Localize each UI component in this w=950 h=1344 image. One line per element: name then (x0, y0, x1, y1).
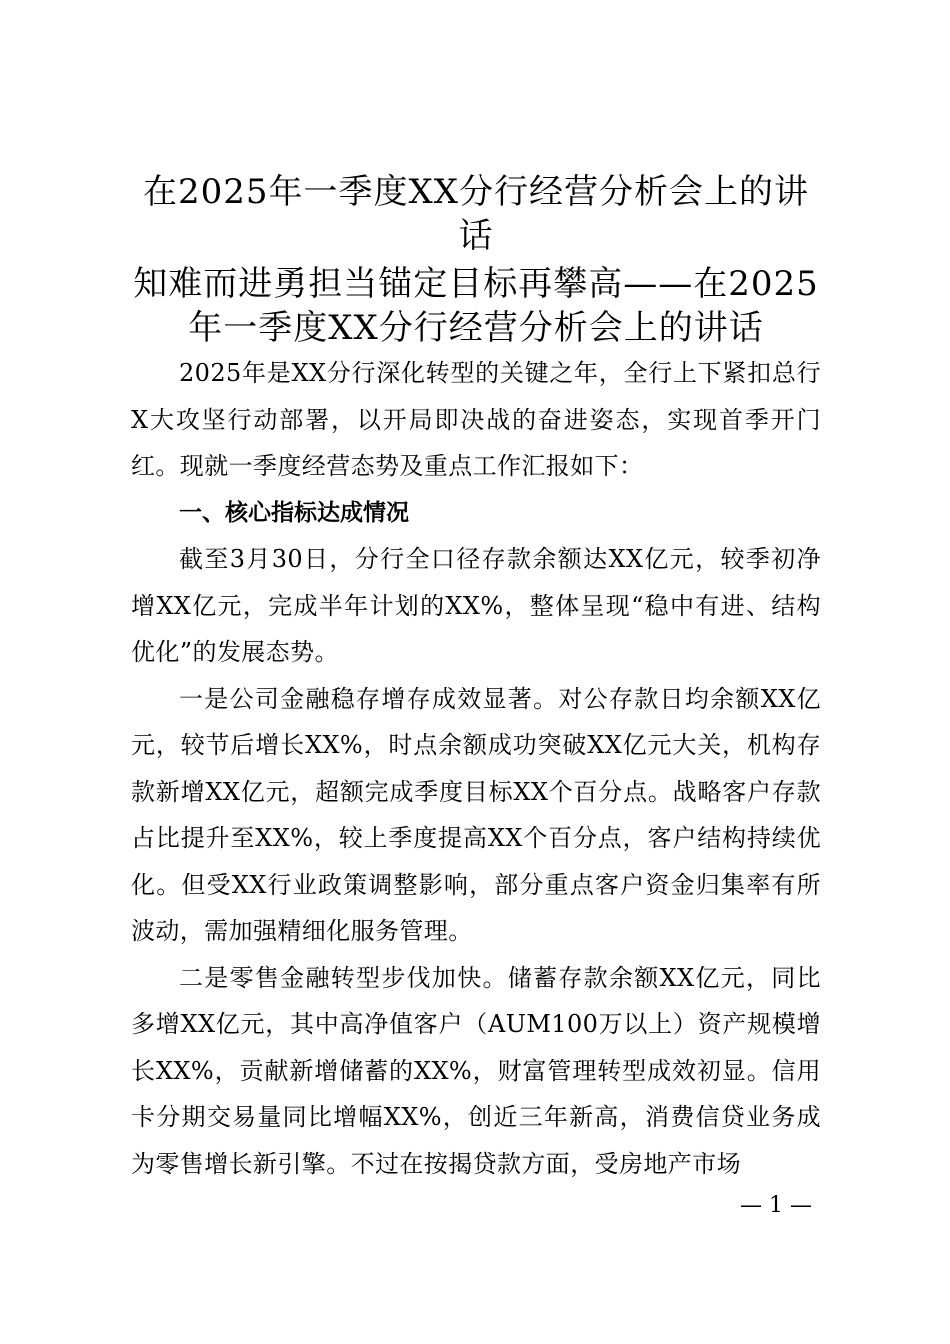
section-heading-core-indicators: 一、核心指标达成情况 (179, 499, 409, 526)
document-page (131, 170, 821, 1187)
intro-paragraph: 2025年是XX分行深化转型的关键之年，全行上下紧扣总行X大攻坚行动部署，以开局即决战的奋进姿态，实现首季开门红。现就一季度经营态势及重点工作汇报如下： (131, 359, 821, 480)
document-title: 在2025年一季度XX分行经营分析会上的讲话 (143, 172, 809, 256)
document-subtitle: 知难而进勇担当锚定目标再攀高——在2025年一季度XX分行经营分析会上的讲话 (133, 264, 819, 348)
deposit-summary-paragraph: 截至3月30日，分行全口径存款余额达XX亿元，较季初净增XX亿元，完成半年计划的XX%，整体呈现“稳中有进、结构优化”的发展态势。 (131, 545, 821, 666)
page-number: — 1 — (740, 1193, 812, 1218)
retail-finance-paragraph: 二是零售金融转型步伐加快。储蓄存款余额XX亿元，同比多增XX亿元，其中高净值客户（AUM100万以上）资产规模增长XX%，贡献新增储蓄的XX%，财富管理转型成效初显。信用卡分期交易量同比增幅XX%，创近三年新高，消费信贷业务成为零售增长新引擎。不过在按揭贷款方面，受房地产市场 (131, 963, 821, 1178)
corporate-finance-paragraph: 一是公司金融稳存增存成效显著。对公存款日均余额XX亿元，较节后增长XX%，时点余额成功突破XX亿元大关，机构存款新增XX亿元，超额完成季度目标XX个百分点。战略客户存款占比提升至XX%，较上季度提高XX个百分点，客户结构持续优化。但受XX行业政策调整影响，部分重点客户资金归集率有所波动，需加强精细化服务管理。 (131, 684, 821, 945)
